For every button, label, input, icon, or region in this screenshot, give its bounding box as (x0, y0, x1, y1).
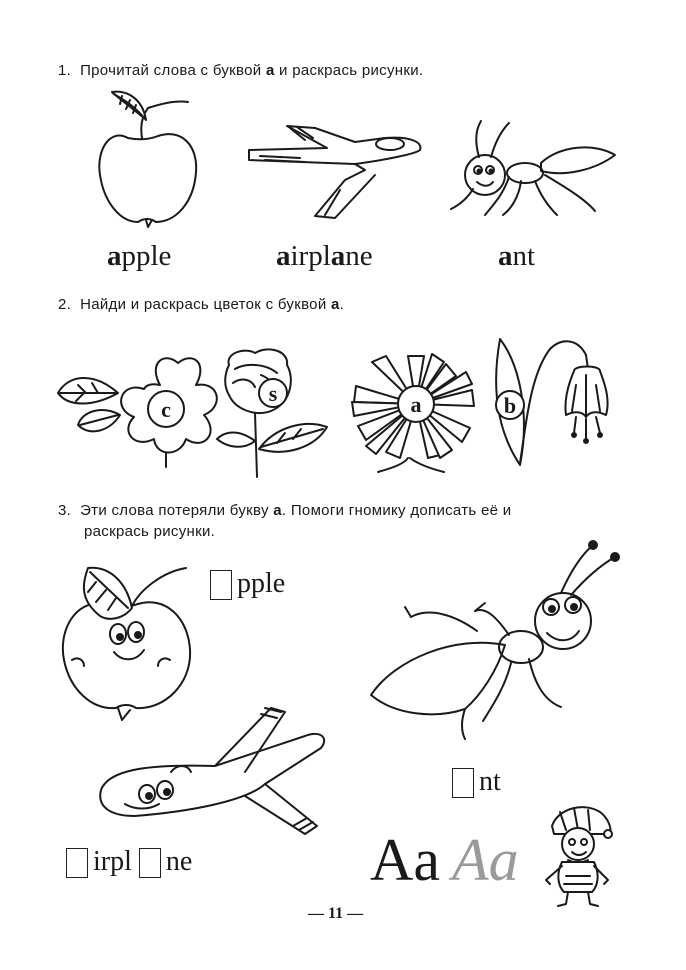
missing-letter-box[interactable] (66, 848, 88, 878)
flower-letter: a (410, 392, 422, 417)
cartoon-ant-drawing[interactable] (365, 535, 625, 745)
gnome-drawing[interactable] (538, 800, 618, 910)
task-3-instruction: 3. Эти слова потеряли букву a. Помоги гномику дописать её и раскрась рисунки. (58, 502, 512, 540)
missing-letter-box[interactable] (139, 848, 161, 878)
word-apple: apple (107, 240, 172, 272)
ant-drawing[interactable] (445, 115, 620, 225)
flower-letter: s (268, 381, 278, 406)
word-airplane: airplane (276, 240, 373, 272)
task-number: 3. (58, 502, 72, 519)
flower-c[interactable] (48, 345, 228, 470)
flower-b[interactable] (490, 335, 615, 470)
missing-letter-box[interactable] (452, 768, 474, 798)
airplane-drawing[interactable] (245, 120, 425, 225)
flower-s[interactable] (215, 345, 335, 480)
fill-word-ant: nt (452, 766, 501, 798)
page-number: — 11 — (308, 905, 364, 922)
flower-letter: b (503, 393, 517, 418)
highlight-letter: a (265, 62, 275, 79)
task-number: 2. (58, 296, 72, 313)
word-ant: ant (498, 240, 536, 272)
highlight-letter: a (330, 296, 340, 313)
task-2-instruction: 2. Найди и раскрась цветок с буквой a. (58, 296, 345, 313)
big-letter-script: Aa (452, 827, 519, 893)
missing-letter-box[interactable] (210, 570, 232, 600)
highlight-letter: a (273, 502, 282, 519)
fill-word-apple: pple (210, 568, 285, 600)
cartoon-airplane-drawing[interactable] (95, 698, 345, 843)
task-number: 1. (58, 62, 72, 79)
big-letter-print: Aa (370, 827, 440, 893)
fill-word-airplane: irpl ne (66, 846, 192, 878)
apple-drawing[interactable] (90, 90, 210, 235)
flower-a[interactable] (348, 350, 483, 475)
flower-letter: c (161, 397, 171, 422)
task-1-instruction: 1. Прочитай слова с буквой a и раскрась рисунки. (58, 62, 424, 79)
